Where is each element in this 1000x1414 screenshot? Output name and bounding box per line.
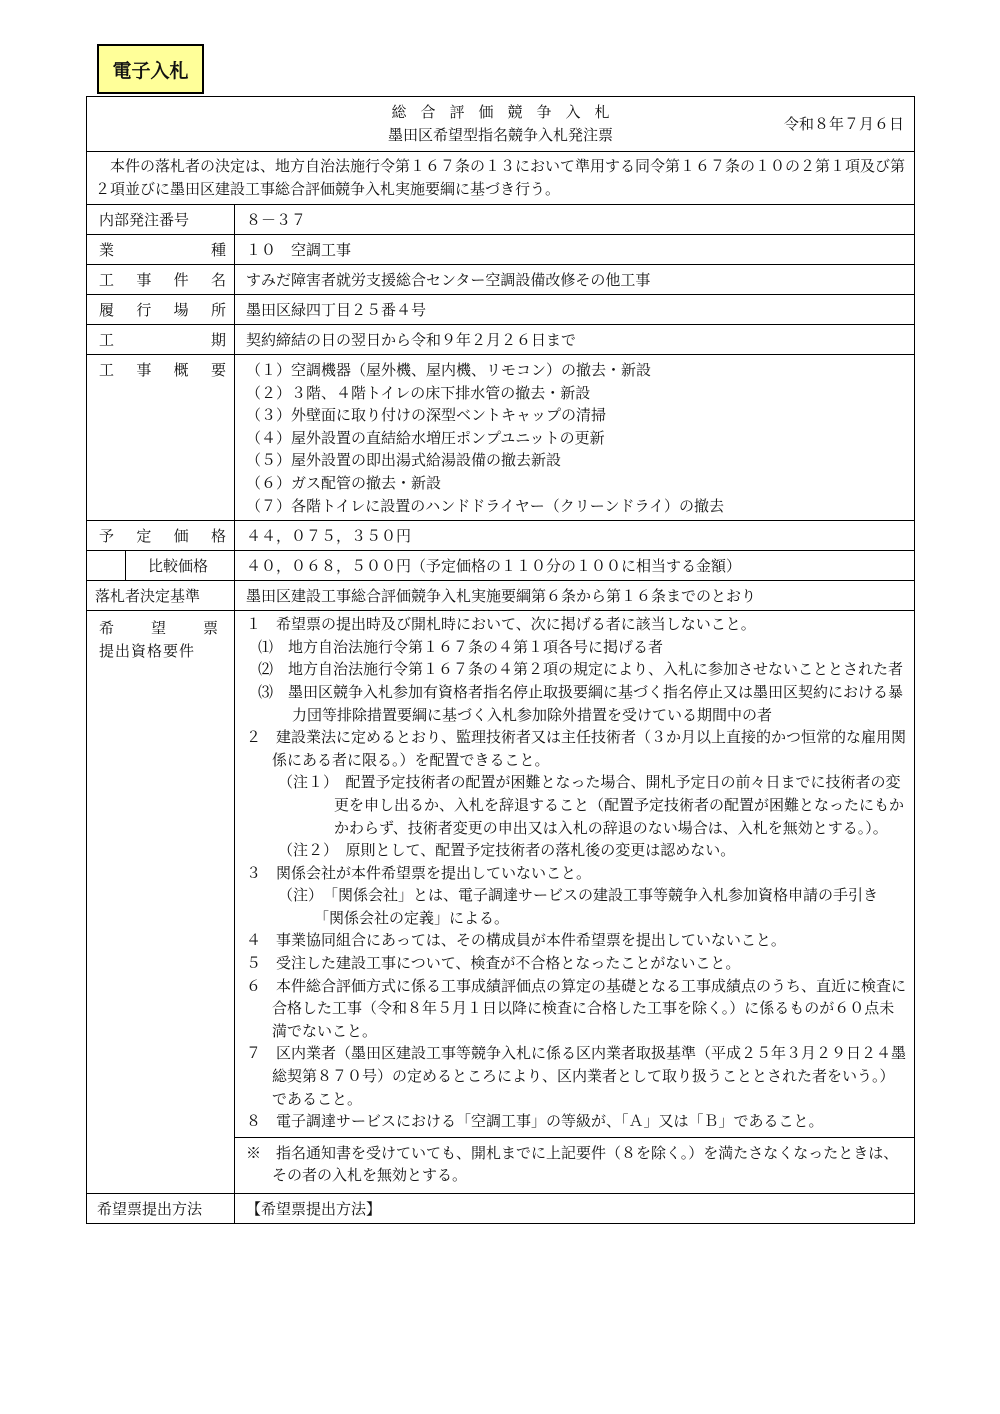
label-char: 工 [99,361,115,379]
criteria-row [87,580,914,610]
price-label [87,521,235,550]
submit-method-row [87,1193,914,1223]
requirement-note: （注１） 配置予定技術者の配置が困難となった場合、開札予定日の前々日までに技術者の変更を申し出るか、入札を辞退すること（配置予定技術者の配置が困難となったにもかかわらず、技術者変更の申出又は入札の辞退のない場合は、入札を無効とする。）。 [278,773,905,837]
e-bid-badge: 電子入札 [97,44,204,94]
requirements-list [235,611,914,1137]
place-value: 墨田区緑四丁目２５番４号 [246,301,427,319]
label-char: 票 [202,619,218,638]
label-char: 所 [210,301,226,319]
overview-item: （６）ガス配管の撤去・新設 [246,473,442,492]
label-char: 事 [136,271,152,289]
label-char: 件 [173,271,189,289]
requirement-line: ８ 電子調達サービスにおける「空調工事」の等級が、「Ａ」又は「Ｂ」であること。 [246,1112,824,1131]
submit-method-label: 希望票提出方法 [87,1194,235,1223]
order-number-label: 内部発注番号 [87,205,235,234]
overview-item: （３）外壁面に取り付けの深型ベントキャップの清掃 [246,406,607,425]
work-name-value: すみだ障害者就労支援総合センター空調設備改修その他工事 [246,271,651,289]
place-label [87,295,235,324]
requirement-note: （注） 「関係会社」とは、電子調達サービスの建設工事等競争入札参加資格申請の手引き「関係会社の定義」による。 [278,886,879,927]
overview-item: （２）３階、４階トイレの床下排水管の撤去・新設 [246,383,591,402]
requirements-label [87,611,235,1193]
requirement-line: １ 希望票の提出時及び開札時において、次に掲げる者に該当しないこと。 [246,615,756,634]
issue-date: 令和８年７月６日 [783,115,904,133]
requirement-line: ⑵ 地方自治法施行令第１６７条の４第２項の規定により、入札に参加させないこととされた者 [258,660,904,679]
overview-row [87,354,914,520]
industry-value: １０ 空調工事 [246,241,352,259]
place-row [87,294,914,324]
label-char: 名 [210,271,226,289]
requirement-note: （注２） 原則として、配置予定技術者の落札後の変更は認めない。 [278,841,736,860]
requirement-line: ３ 関係会社が本件希望票を提出していないこと。 [246,863,592,882]
label-char: 事 [136,361,152,379]
intro-row [87,151,914,204]
intro-text: 本件の落札者の決定は、地方自治法施行令第１６７条の１３において準用する同令第１６７条の１０の２第１項及び第２項並びに墨田区建設工事総合評価競争入札実施要綱に基づき行う。 [95,157,906,198]
label-char: 履 [99,301,115,319]
label-char: 工 [99,331,115,349]
requirements-content [235,611,914,1193]
overview-item: （７）各階トイレに設置のハンドドライヤー（クリーンドライ）の撤去 [246,496,725,515]
order-number-value: ８－３７ [246,211,307,229]
label-char: 期 [210,331,226,349]
period-row [87,324,914,354]
industry-row [87,234,914,264]
requirement-line: ４ 事業協同組合にあっては、その構成員が本件希望票を提出していないこと。 [246,931,786,950]
title-line-2: 墨田区希望型指名競争入札発注票 [387,126,613,144]
order-sheet [86,96,915,1224]
submit-method-value: 【希望票提出方法】 [246,1200,382,1218]
overview-item: （４）屋外設置の直結給水増圧ポンプユニットの更新 [246,428,605,447]
industry-label [87,235,235,264]
label-char: 業 [99,241,115,259]
overview-item: （１）空調機器（屋外機、屋内機、リモコン）の撤去・新設 [246,361,652,379]
period-label [87,325,235,354]
overview-item: （５）屋外設置の即出湯式給湯設備の撤去新設 [246,451,562,470]
order-number-row [87,204,914,234]
label-char: 定 [136,527,152,546]
title-row [87,97,914,151]
label-char: 予 [99,527,115,546]
label-char: 概 [173,361,189,379]
criteria-value: 墨田区建設工事総合評価競争入札実施要綱第６条から第１６条までのとおり [246,587,757,606]
requirements-note-cell [235,1137,914,1193]
price-value: ４４，０７５，３５０円 [246,527,412,546]
title-line-1: 総合評価競争入札 [391,103,624,121]
requirement-line: ⑴ 地方自治法施行令第１６７条の４第１項各号に掲げる者 [258,637,664,656]
label-char: 希 [99,619,115,638]
requirements-row [87,610,914,1193]
label-char: 工 [99,271,115,289]
criteria-label: 落札者決定基準 [87,581,235,610]
compare-price-label: 比較価格 [125,551,235,580]
requirements-note: ※ 指名通知書を受けていても、開札までに上記要件（８を除く。）を満たさなくなったときは、その者の入札を無効とする。 [246,1143,899,1185]
label-char: 場 [173,301,189,319]
requirement-line: ２ 建設業法に定めるとおり、監理技術者又は主任技術者（３か月以上直接的かつ恒常的な雇用関係にある者に限る。）を配置できること。 [246,728,907,769]
label-char: 要 [210,361,226,379]
overview-list [235,355,914,520]
compare-price-value: ４０，０６８，５００円（予定価格の１１０分の１００に相当する金額） [246,557,742,576]
requirement-line: ６ 本件総合評価方式に係る工事成績評価点の算定の基礎となる工事成績点のうち、直近に検査に合格した工事（令和８年５月１日以降に検査に合格した工事を除く。）に係るものが６０点未満でないこと。 [246,976,907,1040]
compare-price-row [87,550,914,580]
label-char: 行 [136,301,152,319]
work-name-label [87,265,235,294]
label-char: 望 [150,619,166,638]
label-char: 格 [210,527,226,546]
requirement-line: ⑶ 墨田区競争入札参加有資格者指名停止取扱要綱に基づく指名停止又は墨田区契約における暴力団等排除措置要綱に基づく入札参加除外措置を受けている期間中の者 [258,682,904,724]
overview-label [87,355,235,520]
label-char: 価 [173,527,189,546]
requirement-line: ５ 受注した建設工事について、検査が不合格となったことがないこと。 [246,954,741,973]
work-name-row [87,264,914,294]
period-value: 契約締結の日の翌日から令和９年２月２６日まで [246,331,577,349]
label-char: 種 [210,241,226,259]
price-row [87,520,914,550]
requirement-line: ７ 区内業者（墨田区建設工事等競争入札に係る区内業者取扱基準（平成２５年３月２９日２４墨総契第８７０号）の定めるところにより、区内業者として取り扱うこととされた者をいう。）であること。 [246,1044,907,1108]
requirements-label-line-2: 提出資格要件 [99,642,196,661]
